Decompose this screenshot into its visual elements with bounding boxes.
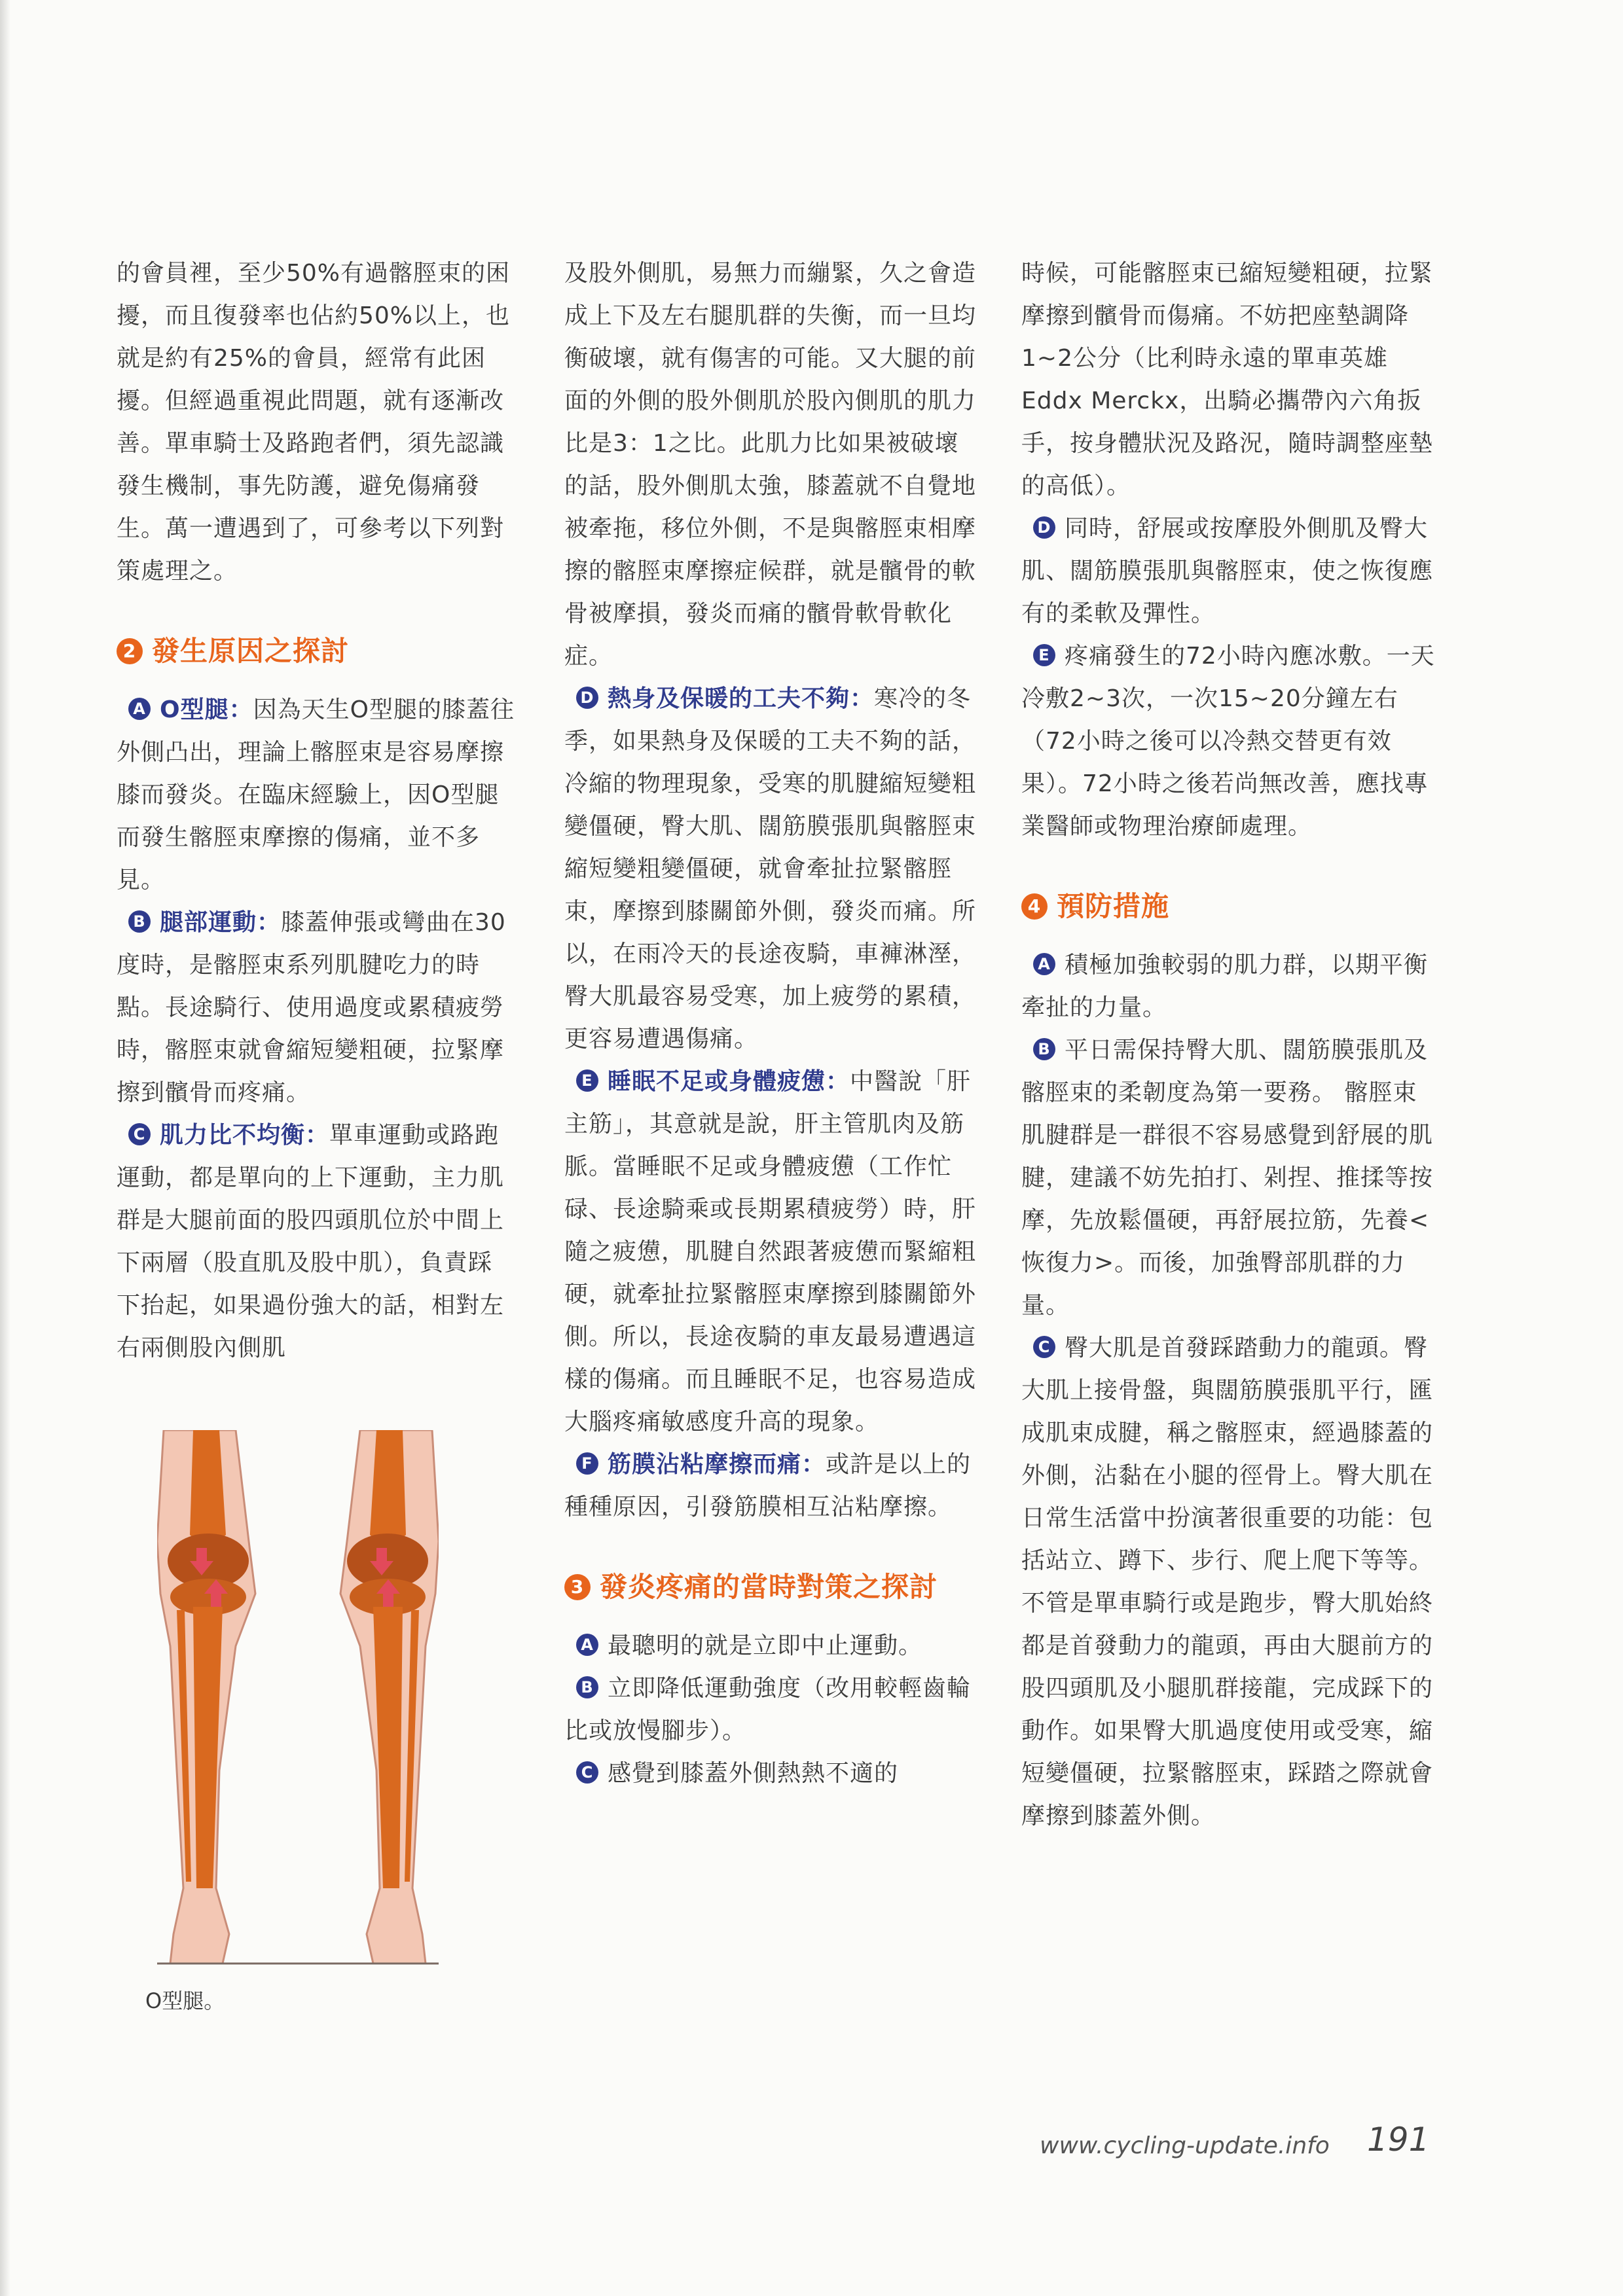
list-item <box>564 1624 977 1667</box>
item-text: 最聰明的就是立即中止運動。 <box>608 1632 923 1659</box>
list-item <box>564 1667 977 1752</box>
column-3 <box>1021 252 1440 1837</box>
badge-c: C <box>128 1123 151 1145</box>
section-heading-prevention <box>1021 884 1440 929</box>
list-item <box>1021 944 1440 1029</box>
item-text: 單車運動或路跑運動，都是單向的上下運動，主力肌群是大腿前面的股四頭肌位於中間上下兩層（股直肌及股中肌），負責踩下抬起，如果過份強大的話，相對左右兩側股內側肌 <box>117 1122 505 1361</box>
paragraph: 時候，可能髂脛束已縮短變粗硬，拉緊摩擦到髕骨而傷痛。不妨把座墊調降1~2公分（比利時永遠的單車英雄Eddx Merckx，出騎必攜帶內六角扳手，按身體狀況及路況，隨時調整座墊的高低）。 <box>1021 260 1434 499</box>
badge-a: A <box>1033 953 1055 975</box>
item-head: O型腿： <box>160 696 253 723</box>
list-item <box>564 1752 977 1795</box>
page-edge-shadow <box>0 0 10 2296</box>
section-number: 4 <box>1021 893 1048 920</box>
list-item <box>117 1114 516 1369</box>
column-1 <box>117 252 516 1369</box>
list-item <box>564 677 977 1060</box>
list-item <box>564 1060 977 1443</box>
item-text: 因為天生O型腿的膝蓋往外側凸出，理論上髂脛束是容易摩擦膝而發炎。在臨床經驗上，因O型腿而發生髂脛束摩擦的傷痛，並不多見。 <box>117 696 515 893</box>
badge-d: D <box>1033 516 1055 539</box>
item-text: 同時，舒展或按摩股外側肌及臀大肌、闊筋膜張肌與髂脛束，使之恢復應有的柔軟及彈性。 <box>1021 515 1434 627</box>
item-head: 筋膜沾粘摩擦而痛： <box>608 1451 826 1478</box>
paragraph: 及股外側肌，易無力而繃緊，久之會造成上下及左右腿肌群的失衡，而一旦均衡破壞，就有傷害的可能。又大腿的前面的外側的股外側肌於股內側肌的肌力比是3：1之比。此肌力比如果被破壞的話，股外側肌太強，膝蓋就不自覺地被牽拖，移位外側，不是與髂脛束相摩擦的髂脛束摩擦症候群，就是髕骨的軟骨被摩損，發炎而痛的髕骨軟骨軟化症。 <box>564 260 977 670</box>
badge-b: B <box>576 1676 598 1698</box>
o-legs-illustration <box>157 1430 439 1973</box>
list-item <box>1021 1029 1440 1327</box>
list-item <box>1021 635 1440 848</box>
item-text: 或許是以上的種種原因，引發筋膜相互沾粘摩擦。 <box>564 1451 972 1520</box>
item-head: 腿部運動： <box>160 909 282 936</box>
item-text: 寒冷的冬季，如果熱身及保暖的工夫不夠的話，冷縮的物理現象，受寒的肌腱縮短變粗變僵硬，臀大肌、闊筋膜張肌與髂脛束縮短變粗變僵硬，就會牽扯拉緊髂脛束，摩擦到膝關節外側，發炎而痛。所以，在雨冷天的長途夜騎，車褲淋溼，臀大肌最容易受寒，加上疲勞的累積，更容易遭遇傷痛。 <box>564 685 977 1052</box>
figure-caption: O型腿。 <box>145 1988 225 2013</box>
item-text: 感覺到膝蓋外側熱熱不適的 <box>608 1760 899 1787</box>
section-title: 發炎疼痛的當時對策之探討 <box>600 1571 938 1603</box>
item-text: 立即降低運動強度（改用較輕齒輪比或放慢腳步）。 <box>564 1675 972 1744</box>
list-item <box>117 689 516 901</box>
section-number: 3 <box>564 1574 591 1600</box>
badge-c: C <box>576 1761 598 1784</box>
section-heading-countermeasures <box>564 1564 977 1610</box>
badge-f: F <box>576 1452 598 1475</box>
badge-b: B <box>128 910 151 933</box>
section-number: 2 <box>117 638 143 664</box>
item-text: 中醫說「肝主筋」，其意就是說，肝主管肌肉及筋脈。當睡眠不足或身體疲憊（工作忙碌、長途騎乘或長期累積疲勞）時，肝隨之疲憊，肌腱自然跟著疲憊而緊縮粗硬，就牽扯拉緊髂脛束摩擦到膝關節外側。所以，長途夜騎的車友最易遭遇這樣的傷痛。而且睡眠不足，也容易造成大腦疼痛敏感度升高的現象。 <box>564 1068 977 1435</box>
badge-e: E <box>576 1069 598 1092</box>
section-heading-causes <box>117 628 516 674</box>
column-2 <box>564 252 977 1795</box>
item-text: 膝蓋伸張或彎曲在30度時，是髂脛束系列肌腱吃力的時點。長途騎行、使用過度或累積疲勞時，髂脛束就會縮短變粗硬，拉緊摩擦到髕骨而疼痛。 <box>117 909 506 1106</box>
section-title: 預防措施 <box>1057 890 1170 922</box>
section-title: 發生原因之探討 <box>152 635 350 667</box>
item-text: 積極加強較弱的肌力群，以期平衡牽扯的力量。 <box>1021 952 1429 1021</box>
badge-a: A <box>128 698 151 720</box>
list-item <box>1021 507 1440 635</box>
intro-paragraph: 的會員裡，至少50%有過髂脛束的困擾，而且復發率也佔約50%以上，也就是約有25%的會員，經常有此困擾。但經過重視此問題，就有逐漸改善。單車騎士及路跑者們，須先認識發生機制，事先防護，避免傷痛發生。萬一遭遇到了，可參考以下列對策處理之。 <box>117 260 511 584</box>
page-number: 191 <box>1367 2121 1430 2159</box>
list-item <box>1021 1327 1440 1837</box>
badge-c: C <box>1033 1336 1055 1358</box>
legs-svg <box>157 1430 439 1973</box>
item-head: 睡眠不足或身體疲憊： <box>608 1068 850 1095</box>
badge-a: A <box>576 1634 598 1656</box>
list-item <box>564 1443 977 1528</box>
list-item <box>117 901 516 1114</box>
badge-d: D <box>576 687 598 709</box>
badge-e: E <box>1033 644 1055 666</box>
item-text: 臀大肌是首發踩踏動力的龍頭。臀大肌上接骨盤，與闊筋膜張肌平行，匯成肌束成腱，稱之髂脛束，經過膝蓋的外側，沾黏在小腿的徑骨上。臀大肌在日常生活當中扮演著很重要的功能：包括站立、蹲下、步行、爬上爬下等等。不管是單車騎行或是跑步，臀大肌始終都是首發動力的龍頭，再由大腿前方的股四頭肌及小腿肌群接龍，完成踩下的動作。如果臀大肌過度使用或受寒，縮短變僵硬，拉緊髂脛束，踩踏之際就會摩擦到膝蓋外側。 <box>1021 1335 1434 1829</box>
badge-b: B <box>1033 1038 1055 1060</box>
item-text: 疼痛發生的72小時內應冰敷。一天冷敷2~3次，一次15~20分鐘左右（72小時之後可以冷熱交替更有效果）。72小時之後若尚無改善，應找專業醫師或物理治療師處理。 <box>1021 643 1435 840</box>
item-text: 平日需保持臀大肌、闊筋膜張肌及髂脛束的柔韌度為第一要務。 髂脛束肌腱群是一群很不容易感覺到舒展的肌腱，建議不妨先拍打、剁捏、推揉等按摩，先放鬆僵硬，再舒展拉筋，先養<恢復力>。而後，加強臀部肌群的力量。 <box>1021 1037 1434 1319</box>
footer-url[interactable]: www.cycling-update.info <box>1040 2132 1330 2159</box>
item-head: 肌力比不均衡： <box>160 1122 330 1149</box>
item-head: 熱身及保暖的工夫不夠： <box>608 685 875 712</box>
